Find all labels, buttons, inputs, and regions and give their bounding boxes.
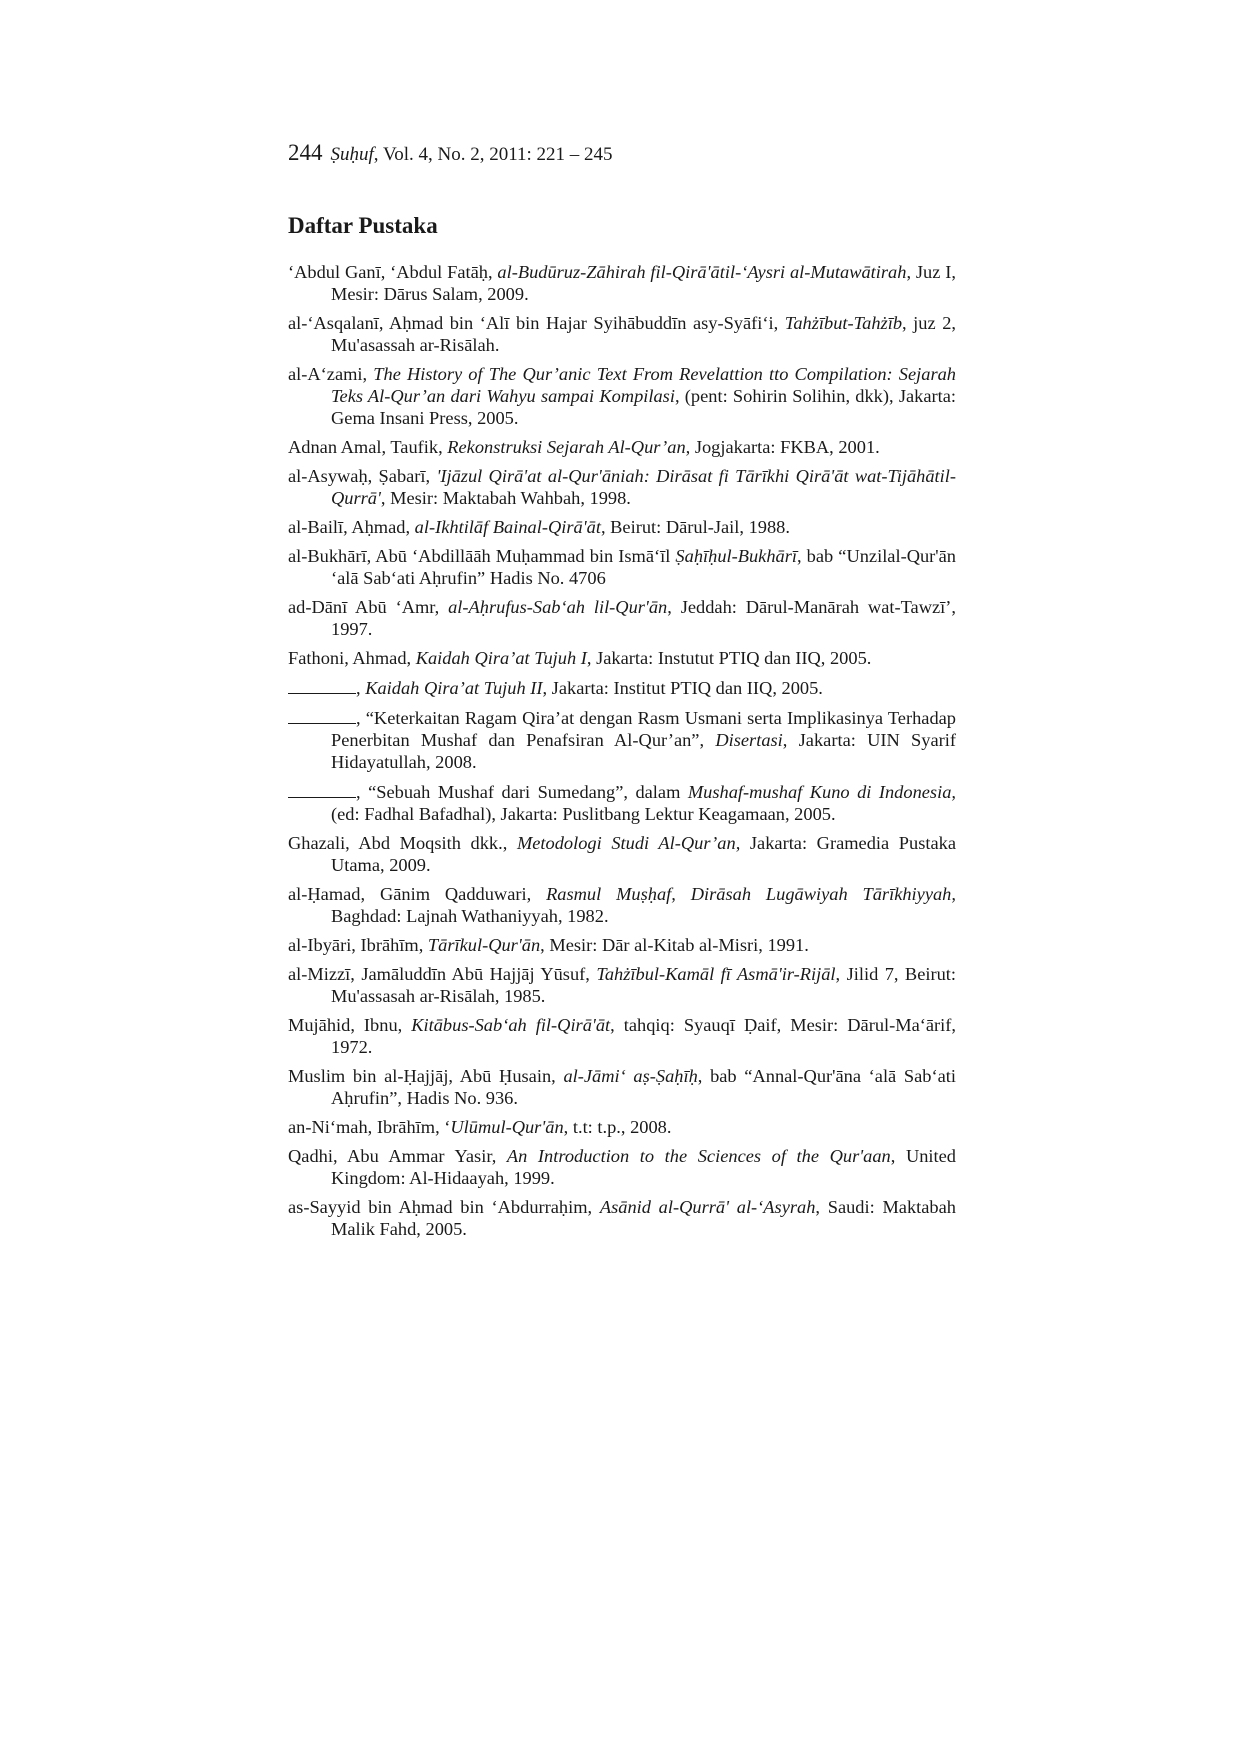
- reference-text: Baghdad: Lajnah Wathaniyyah, 1982.: [331, 906, 609, 926]
- reference-title: An Introduction to the Sciences of the Qur'aan: [506, 1146, 891, 1166]
- reference-title: al-Aḥrufus-Sab‘ah lil-Qur'ān: [448, 597, 668, 617]
- reference-text: Ghazali, Abd Moqsith dkk.,: [288, 833, 517, 853]
- repeat-author-dash: [288, 780, 356, 798]
- repeat-author-dash: [288, 676, 356, 694]
- reference-text: al-Bailī, Aḥmad,: [288, 517, 415, 537]
- reference-text: , Jakarta: Institut PTIQ dan IIQ, 2005.: [542, 678, 823, 698]
- reference-text: Jakarta: Gramedia Pustaka Utama, 2009.: [331, 833, 956, 875]
- reference-title: al-Budūruz-Zāhirah fil-Qirā'ātil-‘Aysri al-Mutawātirah: [497, 262, 907, 282]
- reference-text: , Juz I, Mesir: Dārus Salam, 2009.: [331, 262, 956, 304]
- reference-title: Asānid al-Qurrā' al-‘Asyrah: [599, 1197, 816, 1217]
- section-title: Daftar Pustaka: [288, 213, 438, 238]
- reference-title: Disertasi: [715, 730, 783, 750]
- reference-text: al-Ḥamad, Gānim Qadduwari,: [288, 884, 547, 904]
- bibliography-entry: [288, 516, 956, 538]
- reference-title: Ṣaḥīḥul-Bukhārī: [675, 546, 797, 566]
- journal-title: Ṣuḥuf: [330, 144, 374, 165]
- reference-text: , juz 2, Mu'asassah ar-Risālah.: [331, 313, 956, 355]
- reference-text: , Jeddah: Dārul-Manārah wat-Tawzī’, 1997.: [331, 597, 956, 639]
- reference-text: al-Asywaḥ, Ṣabarī,: [288, 466, 437, 486]
- reference-text: al-Mizzī, Jamāluddīn Abū Hajjāj Yūsuf,: [288, 964, 597, 984]
- bibliography-entry: [288, 596, 956, 640]
- reference-text: , “Sebuah Mushaf dari Sumedang”, dalam: [356, 782, 688, 802]
- reference-text: , Mesir: Maktabah Wahbah, 1998.: [380, 488, 631, 508]
- reference-text: al-‘Asqalanī, Aḥmad bin ‘Alī bin Hajar Syihābuddīn asy-Syāfi‘i,: [288, 313, 785, 333]
- bibliography-entry: [288, 1065, 956, 1109]
- reference-title: al-Ikhtilāf Bainal-Qirā'āt: [414, 517, 601, 537]
- bibliography-entry: [288, 436, 956, 458]
- reference-title: Tahżībut-Tahżīb: [784, 313, 903, 333]
- bibliography-entry: [288, 261, 956, 305]
- reference-text: Adnan Amal, Taufik,: [288, 437, 448, 457]
- running-header: [288, 140, 956, 168]
- volume-info: , Vol. 4, No. 2, 2011: 221 – 245: [373, 144, 613, 165]
- reference-text: , Jakarta: UIN Syarif Hidayatullah, 2008.: [331, 730, 956, 772]
- reference-text: , bab “Unzilal-Qur'ān ‘alā Sab‘ati Aḥrufin” Hadis No. 4706: [331, 546, 956, 588]
- reference-text: Jogjakarta: FKBA, 2001.: [690, 437, 880, 457]
- bibliography-entry: [288, 963, 956, 1007]
- reference-text: Qadhi, Abu Ammar Yasir,: [288, 1146, 507, 1166]
- reference-title: Mushaf-mushaf Kuno di Indonesia,: [687, 782, 956, 802]
- reference-title: The History of The Qur’anic Text From Revelattion tto Compilation: Sejarah Teks Al-Qur’an dari Wahyu sampai Kompilasi: [331, 364, 956, 406]
- bibliography-entry: [288, 934, 956, 956]
- reference-text: ‘Abdul Ganī, ‘Abdul Fatāḥ,: [288, 262, 498, 282]
- reference-title: Tahżībul-Kamāl fī Asmā'ir-Rijāl: [596, 964, 836, 984]
- reference-title: Rekonstruksi Sejarah Al-Qur’an,: [447, 437, 691, 457]
- bibliography-entry: [288, 1014, 956, 1058]
- bibliography-entry: [288, 676, 956, 699]
- reference-text: , bab “Annal-Qur'āna ‘alā Sab‘ati Aḥrufin”, Hadis No. 936.: [331, 1066, 956, 1108]
- reference-text: , Mesir: Dār al-Kitab al-Misri, 1991.: [540, 935, 809, 955]
- reference-text: al-A‘zami,: [288, 364, 374, 384]
- reference-title: Rasmul Muṣḥaf, Dirāsah Lugāwiyah Tārīkhiyyah,: [546, 884, 956, 904]
- reference-text: , tahqiq: Syauqī Ḍaif, Mesir: Dārul-Ma‘ārif, 1972.: [331, 1015, 957, 1057]
- reference-text: Fathoni, Ahmad,: [288, 648, 416, 668]
- reference-text: Mujāhid, Ibnu,: [288, 1015, 412, 1035]
- reference-text: , Jakarta: Instutut PTIQ dan IIQ, 2005.: [586, 648, 872, 668]
- document-page: [288, 140, 956, 1247]
- reference-title: al-Jāmi‘ aṣ-Ṣaḥīḥ: [563, 1066, 698, 1086]
- reference-text: ,: [356, 678, 366, 698]
- bibliography-list: [288, 261, 956, 1240]
- reference-text: , “Keterkaitan Ragam Qira’at dengan Rasm Usmani serta Implikasinya Terhadap Penerbitan Mushaf dan Penafsiran Al-Qur’an”,: [331, 708, 956, 750]
- bibliography-entry: [288, 780, 956, 825]
- reference-text: al-Ibyāri, Ibrāhīm,: [288, 935, 428, 955]
- bibliography-entry: [288, 1196, 956, 1240]
- reference-text: an-Ni‘mah, Ibrāhīm, ‘: [288, 1117, 451, 1137]
- page-number: 244: [288, 140, 323, 165]
- reference-title: 'Ijāzul Qirā'at al-Qur'āniah: Dirāsat fi Tārīkhi Qirā'āt wat-Tijāhātil-Qurrā': [331, 466, 957, 508]
- reference-title: Kaidah Qira’at Tujuh II: [365, 678, 543, 698]
- bibliography-entry: [288, 545, 956, 589]
- bibliography-entry: [288, 883, 956, 927]
- reference-text: , United Kingdom: Al-Hidaayah, 1999.: [331, 1146, 956, 1188]
- reference-title: Ulūmul-Qur'ān: [450, 1117, 564, 1137]
- reference-title: Tārīkul-Qur'ān: [427, 935, 541, 955]
- reference-title: Metodologi Studi Al-Qur’an,: [516, 833, 741, 853]
- reference-text: , (pent: Sohirin Solihin, dkk), Jakarta: Gema Insani Press, 2005.: [331, 386, 957, 428]
- repeat-author-dash: [288, 706, 356, 724]
- reference-text: , t.t: t.p., 2008.: [563, 1117, 672, 1137]
- reference-text: , Beirut: Dārul-Jail, 1988.: [600, 517, 790, 537]
- reference-title: Kitābus-Sab‘ah fil-Qirā'āt: [411, 1015, 611, 1035]
- bibliography-entry: [288, 312, 956, 356]
- bibliography-entry: [288, 363, 956, 429]
- reference-text: (ed: Fadhal Bafadhal), Jakarta: Puslitbang Lektur Keagamaan, 2005.: [331, 804, 836, 824]
- reference-title: Kaidah Qira’at Tujuh I: [415, 648, 587, 668]
- bibliography-entry: [288, 1116, 956, 1138]
- bibliography-entry: [288, 1145, 956, 1189]
- bibliography-entry: [288, 465, 956, 509]
- bibliography-entry: [288, 647, 956, 669]
- reference-text: ad-Dānī Abū ‘Amr,: [288, 597, 449, 617]
- reference-text: al-Bukhārī, Abū ‘Abdillāāh Muḥammad bin Ismā‘īl: [288, 546, 676, 566]
- bibliography-entry: [288, 832, 956, 876]
- bibliography-entry: [288, 706, 956, 773]
- reference-text: , Saudi: Maktabah Malik Fahd, 2005.: [331, 1197, 956, 1239]
- reference-text: as-Sayyid bin Aḥmad bin ‘Abdurraḥim,: [288, 1197, 600, 1217]
- reference-text: Muslim bin al-Ḥajjāj, Abū Ḥusain,: [288, 1066, 564, 1086]
- reference-text: , Jilid 7, Beirut: Mu'assasah ar-Risālah, 1985.: [331, 964, 957, 1006]
